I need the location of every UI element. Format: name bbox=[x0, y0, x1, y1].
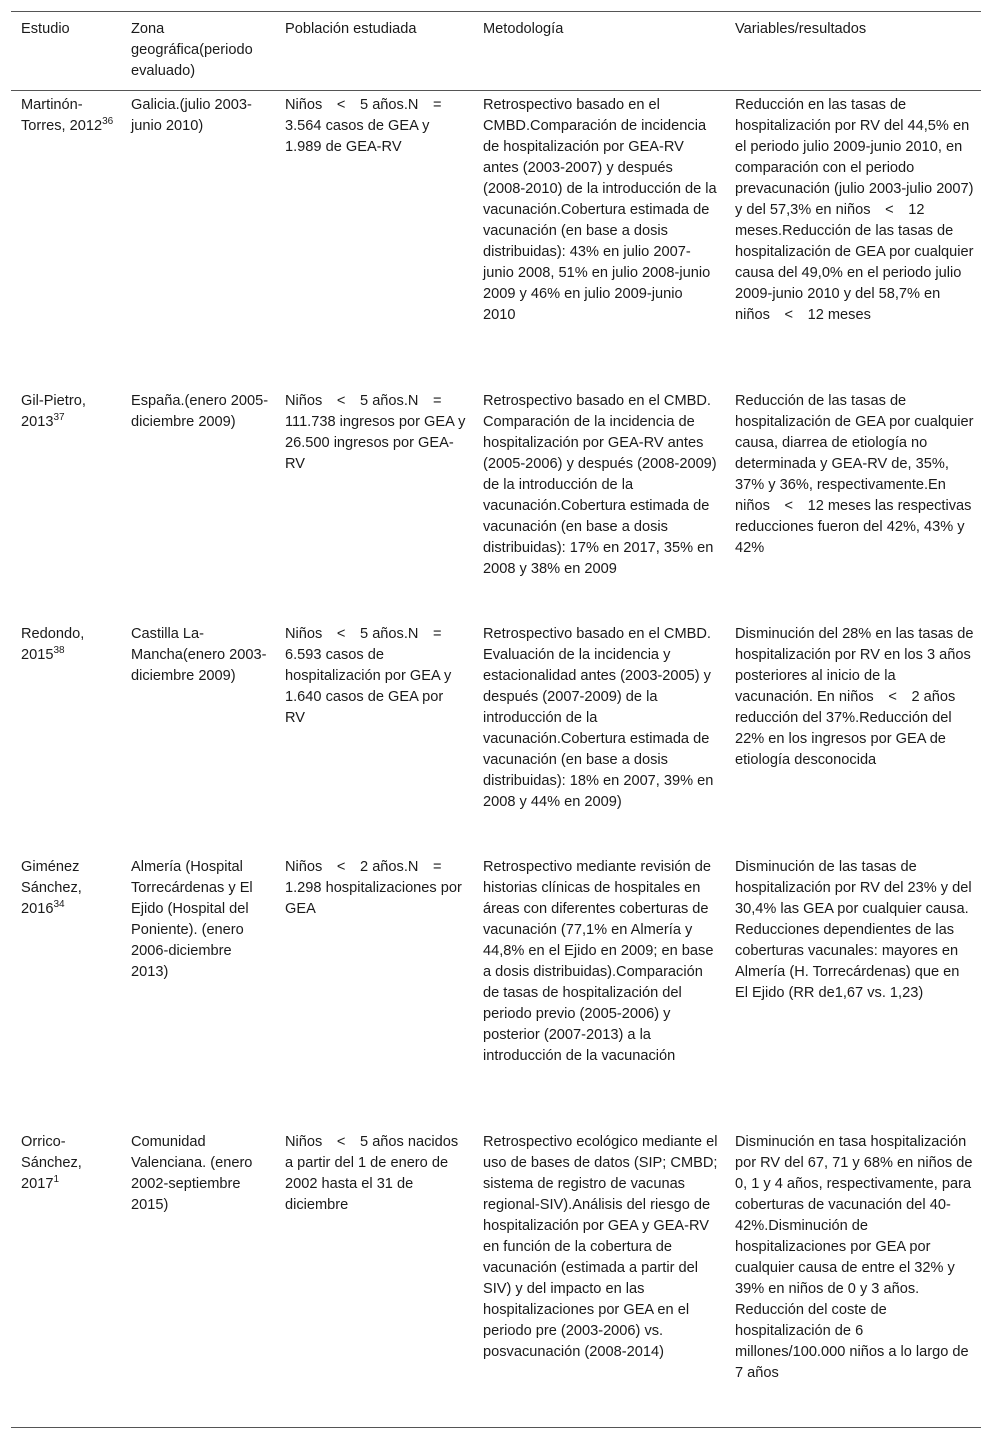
cell-resultados: Reducción de las tasas de hospitalización de GEA por cualquier causa, diarrea de etiología no determinada y GEA-RV de, 35%, 37% y 36%, respectivamente.En niños < 12 meses las respectivas reducciones fueron del 42%, 43% y 42% bbox=[735, 392, 974, 556]
cell-poblacion: Niños < 5 años.N = 3.564 casos de GEA y 1.989 de GEA-RV bbox=[285, 97, 457, 155]
cell-estudio bbox=[11, 853, 121, 1128]
cell-poblacion: Niños < 2 años.N = 1.298 hospitalizaciones por GEA bbox=[285, 858, 462, 917]
cell-estudio bbox=[11, 620, 121, 853]
cell-metodologia: Retrospectivo basado en el CMBD. Evaluación de la incidencia y estacionalidad antes (2003-2005) y después (2007-2009) de la introducción de la vacunación.Cobertura estimada de vacunación (en base a dosis distribuidas): 18% en 2007, 39% en 2008 y 44% en 2009) bbox=[483, 625, 714, 810]
table-row bbox=[11, 1128, 981, 1428]
cell-metodologia: Retrospectivo basado en el CMBD. Comparación de la incidencia de hospitalización por GEA-RV antes (2005-2006) y después (2008-2009) de la introducción de la vacunación.Cobertura estimada de vacunación (en base a dosis distribuidas): 17% en 2017, 35% en 2008 y 38% en 2009 bbox=[483, 392, 717, 577]
cell-metodologia: Retrospectivo ecológico mediante el uso de bases de datos (SIP; CMBD; sistema de registro de vacunas regional-SIV).Análisis del riesgo de hospitalización por GEA y GEA-RV en función de la cobertura de vacunación (estimada a partir del SIV) y del impacto en las hospitalizaciones por GEA en el periodo pre (2003-2006) vs. posvacunación (2008-2014) bbox=[483, 1133, 718, 1360]
study-author: Gil-Pietro, 2013 bbox=[21, 392, 86, 430]
header-zona: Zona geográfica(periodo evaluado) bbox=[131, 21, 253, 79]
studies-table-container bbox=[11, 11, 981, 1428]
reference-number: 38 bbox=[53, 644, 65, 656]
header-resultados: Variables/resultados bbox=[735, 21, 867, 37]
header-row bbox=[11, 12, 981, 91]
cell-zona: Galicia.(julio 2003-junio 2010) bbox=[131, 97, 252, 134]
cell-estudio bbox=[11, 91, 121, 387]
cell-metodologia: Retrospectivo basado en el CMBD.Comparación de incidencia de hospitalización por GEA-RV antes (2003-2007) y después (2008-2010) de la introducción de la vacunación.Cobertura estimada de vacunación (en base a dosis distribuidas): 43% en julio 2007-junio 2008, 51% en julio 2008-junio 2009 y 46% en julio 2009-junio 2010 bbox=[483, 97, 717, 323]
cell-poblacion: Niños < 5 años.N = 111.738 ingresos por GEA y 26.500 ingresos por GEA-RV bbox=[285, 392, 466, 472]
reference-number: 37 bbox=[53, 411, 65, 423]
cell-resultados: Disminución del 28% en las tasas de hospitalización por RV en los 3 años posteriores al inicio de la vacunación. En niños < 2 años reducción del 37%.Reducción del 22% en los ingresos por GEA de etiología desconocida bbox=[735, 625, 974, 768]
reference-number: 1 bbox=[53, 1173, 60, 1185]
header-estudio: Estudio bbox=[21, 21, 70, 37]
header-metodologia: Metodología bbox=[483, 21, 564, 37]
cell-resultados: Disminución en tasa hospitalización por RV del 67, 71 y 68% en niños de 0, 1 y 4 años, respectivamente, para coberturas de vacunación del 40-42%.Disminución de hospitalizaciones por GEA por cualquier causa de entre el 32% y 39% en niños de 0 y 3 años. Reducción del coste de hospitalización de 6 millones/100.000 niños a lo largo de 7 años bbox=[735, 1133, 973, 1381]
reference-number: 34 bbox=[53, 898, 65, 910]
study-author: Redondo, 2015 bbox=[21, 625, 85, 663]
cell-estudio bbox=[11, 1128, 121, 1428]
cell-zona: Comunidad Valenciana. (enero 2002-septiembre 2015) bbox=[131, 1133, 253, 1213]
table-header bbox=[11, 12, 981, 91]
table-body bbox=[11, 91, 981, 1428]
cell-resultados: Reducción en las tasas de hospitalización por RV del 44,5% en el periodo julio 2009-junio 2010, en comparación con el periodo prevacunación (julio 2003-julio 2007) y del 57,3% en niños < 12 meses.Reducción de las tasas de hospitalización de GEA por cualquier causa del 49,0% en el periodo julio 2009-junio 2010 y del 58,7% en niños < 12 meses bbox=[735, 97, 974, 323]
study-author: Giménez Sánchez, 2016 bbox=[21, 858, 82, 917]
cell-resultados: Disminución de las tasas de hospitalización por RV del 23% y del 30,4% las GEA por cualquier causa. Reducciones dependientes de las coberturas vacunales: mayores en Almería (H. Torrecárdenas) que en El Ejido (RR de1,67 vs. 1,23) bbox=[735, 858, 972, 1001]
study-author: Orrico-Sánchez, 2017 bbox=[21, 1133, 82, 1192]
reference-number: 36 bbox=[102, 116, 114, 128]
cell-zona: Castilla La-Mancha(enero 2003-diciembre 2009) bbox=[131, 625, 267, 684]
table-row bbox=[11, 91, 981, 387]
studies-table bbox=[11, 11, 981, 1428]
table-row bbox=[11, 387, 981, 620]
cell-poblacion: Niños < 5 años nacidos a partir del 1 de enero de 2002 hasta el 31 de diciembre bbox=[285, 1133, 459, 1213]
table-row bbox=[11, 853, 981, 1128]
cell-zona: España.(enero 2005-diciembre 2009) bbox=[131, 392, 269, 430]
header-poblacion: Población estudiada bbox=[285, 21, 417, 37]
cell-estudio bbox=[11, 387, 121, 620]
study-author: Martinón-Torres, 2012 bbox=[21, 97, 103, 134]
table-row bbox=[11, 620, 981, 853]
cell-metodologia: Retrospectivo mediante revisión de historias clínicas de hospitales en áreas con diferentes coberturas de vacunación (77,1% en Almería y 44,8% en el Ejido en 2009; en base a dosis distribuidas).Comparación de tasas de hospitalización del periodo previo (2005-2006) y posterior (2007-2013) a la introducción de la vacunación bbox=[483, 858, 714, 1064]
cell-poblacion: Niños < 5 años.N = 6.593 casos de hospitalización por GEA y 1.640 casos de GEA por RV bbox=[285, 625, 457, 726]
cell-zona: Almería (Hospital Torrecárdenas y El Ejido (Hospital del Poniente). (enero 2006-diciembre 2013) bbox=[131, 858, 253, 980]
